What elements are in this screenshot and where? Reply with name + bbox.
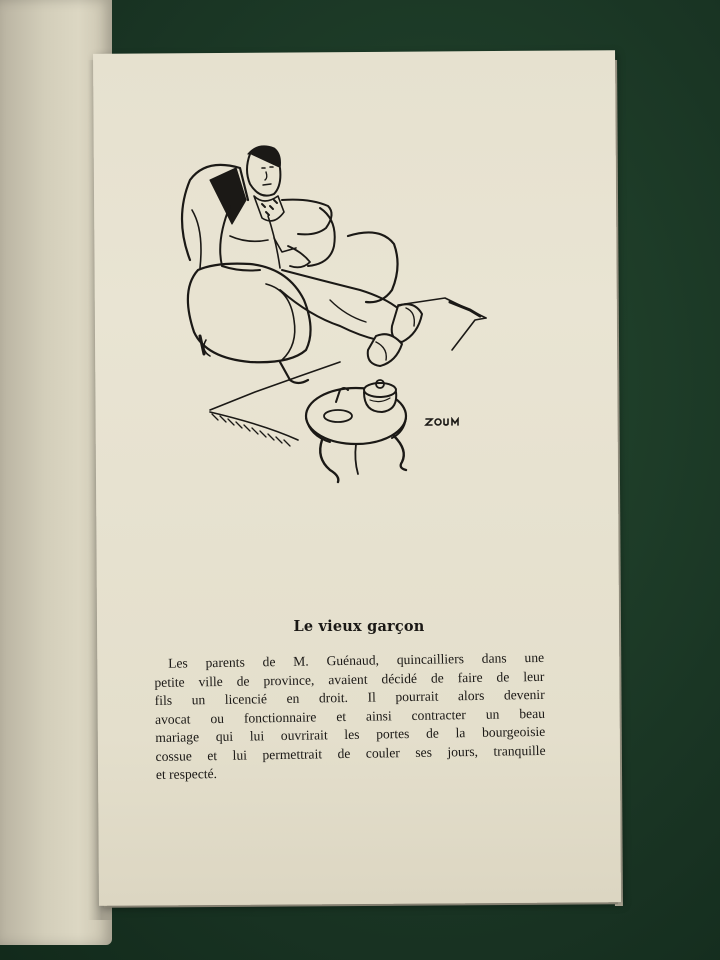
body-line: fils un licencié en droit. Il pourrait alors devenir	[154, 686, 545, 708]
chapter-heading: Le vieux garçon	[293, 618, 425, 635]
body-line: cossue et lui permettrait de couler ses jours, tranquille	[155, 742, 546, 764]
artist-signature	[424, 414, 464, 424]
body-line: Les parents de M. Guénaud, quincailliers dans une	[168, 649, 545, 671]
body-line: et respecté.	[155, 766, 218, 782]
body-line: avocat ou fonctionnaire et ainsi contracter un beau	[154, 705, 546, 727]
armchair-illustration	[170, 140, 500, 485]
body-paragraph	[154, 649, 546, 785]
body-line: mariage qui lui ouvrirait les portes de la bourgeoisie	[155, 723, 546, 745]
body-line: petite ville de province, avaient décidé de faire de leur	[154, 668, 545, 690]
